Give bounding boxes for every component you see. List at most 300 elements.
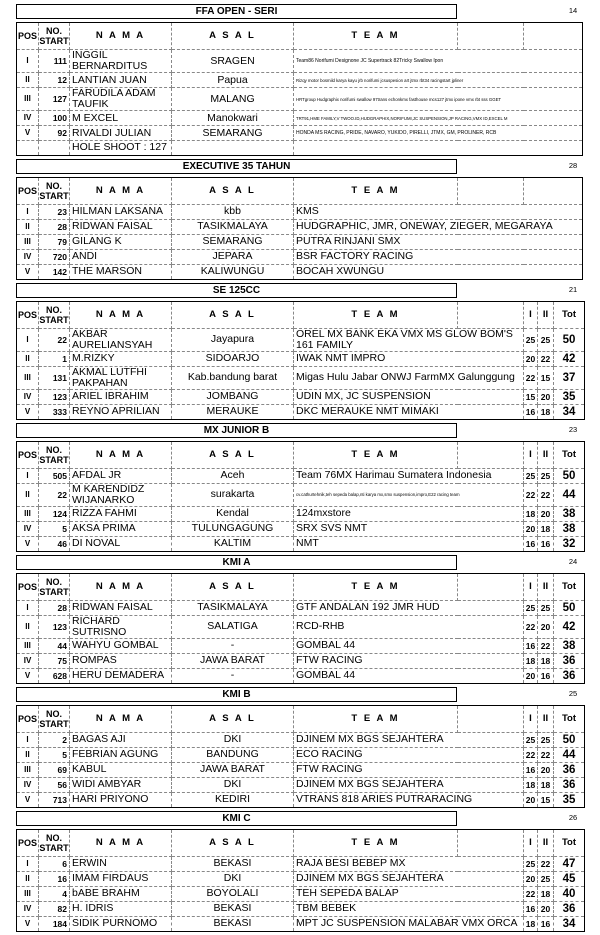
start-number: 628	[39, 668, 70, 683]
header-no-start: NO. START	[39, 301, 70, 328]
header-blank	[524, 177, 583, 204]
position: V	[17, 916, 39, 931]
rider-origin: SALATIGA	[172, 615, 294, 638]
position: V	[17, 536, 39, 551]
table-row	[17, 389, 585, 404]
start-number: 1	[39, 351, 70, 366]
rider-name: RICHARD SUTRISNO	[70, 615, 172, 638]
header-team: T E A M	[294, 177, 458, 204]
total-points: 38	[554, 521, 585, 536]
header-team: T E A M	[294, 23, 458, 50]
position: IV	[17, 901, 39, 916]
header-heat-1: I	[524, 705, 538, 732]
table-row	[17, 88, 583, 111]
entrant-count: 24	[568, 556, 578, 566]
header-asal: A S A L	[172, 829, 294, 856]
heat-2-points: 25	[538, 732, 554, 747]
rider-name: AKBAR AURELIANSYAH	[70, 328, 172, 351]
table-row	[17, 204, 583, 219]
start-number: 713	[39, 792, 70, 807]
rider-team: DJINEM MX BGS SEJAHTERA	[294, 871, 524, 886]
section-title: SE 125CC	[16, 283, 457, 298]
rider-name: REYNO APRILIAN	[70, 404, 172, 419]
header-heat-1: I	[524, 829, 538, 856]
table-row	[17, 792, 585, 807]
table-row	[17, 615, 585, 638]
rider-name: AKMAL LUTFHI PAKPAHAN	[70, 366, 172, 389]
header-nama: N A M A	[70, 573, 172, 600]
table-row	[17, 747, 585, 762]
heat-1-points: 20	[524, 792, 538, 807]
position: IV	[17, 521, 39, 536]
header-nama: N A M A	[70, 301, 172, 328]
total-points: 44	[554, 483, 585, 506]
heat-1-points: 18	[524, 916, 538, 931]
table-row	[17, 50, 583, 73]
heat-1-points: 25	[524, 600, 538, 615]
heat-1-points: 20	[524, 521, 538, 536]
total-points: 36	[554, 777, 585, 792]
rider-origin: Kab.bandung barat	[172, 366, 294, 389]
table-row	[17, 468, 585, 483]
rider-origin: Aceh	[172, 468, 294, 483]
results-table	[16, 22, 583, 156]
total-points: 47	[554, 856, 585, 871]
rider-name: AKSA PRIMA	[70, 521, 172, 536]
header-total: Tot	[554, 573, 585, 600]
table-row	[17, 856, 585, 871]
heat-1-points: 22	[524, 886, 538, 901]
start-number	[39, 141, 70, 156]
rider-origin: BEKASI	[172, 856, 294, 871]
total-points: 44	[554, 747, 585, 762]
heat-1-points: 22	[524, 747, 538, 762]
rider-origin: SRAGEN	[172, 50, 294, 73]
rider-origin: KALTIM	[172, 536, 294, 551]
section-title: FFA OPEN - SERI	[16, 4, 457, 19]
rider-team: ECO RACING	[294, 747, 524, 762]
rider-team: TBM BEBEK	[294, 901, 524, 916]
header-asal: A S A L	[172, 441, 294, 468]
rider-team: RAJA BESI BEBEP MX	[294, 856, 524, 871]
start-number: 92	[39, 126, 70, 141]
start-number: 100	[39, 111, 70, 126]
entrant-count: 23	[568, 424, 578, 434]
position: II	[17, 351, 39, 366]
start-number: 6	[39, 856, 70, 871]
table-row	[17, 111, 583, 126]
results-table	[16, 177, 583, 280]
rider-team: FTW RACING	[294, 653, 524, 668]
rider-origin: MALANG	[172, 88, 294, 111]
total-points: 42	[554, 615, 585, 638]
rider-name: H. IDRIS	[70, 901, 172, 916]
total-points: 50	[554, 600, 585, 615]
rider-origin: DKI	[172, 871, 294, 886]
rider-name: ROMPAS	[70, 653, 172, 668]
rider-name: RIZZA FAHMI	[70, 506, 172, 521]
rider-team: HRTgroup Hudgraphix norifumi swallow 97trans echonkmx fasthouse mcs127 jtmx ipone vmx rbt sss GGET	[294, 88, 583, 111]
heat-2-points: 18	[538, 653, 554, 668]
class-section	[16, 4, 600, 156]
entrant-count: 25	[568, 688, 578, 698]
table-row	[17, 638, 585, 653]
table-row	[17, 126, 583, 141]
entrant-count: 26	[568, 812, 578, 822]
header-blank	[524, 23, 583, 50]
rider-name: M.RIZKY	[70, 351, 172, 366]
rider-origin: kbb	[172, 204, 294, 219]
total-points: 36	[554, 668, 585, 683]
heat-2-points: 16	[538, 668, 554, 683]
position: IV	[17, 249, 39, 264]
rider-origin: JOMBANG	[172, 389, 294, 404]
header-team: T E A M	[294, 829, 458, 856]
position: II	[17, 871, 39, 886]
start-number: 124	[39, 506, 70, 521]
start-number: 111	[39, 50, 70, 73]
header-nama: N A M A	[70, 177, 172, 204]
rider-name: AFDAL JR	[70, 468, 172, 483]
rider-name: HOLE SHOOT : 127	[70, 141, 172, 156]
section-title-row	[16, 687, 600, 702]
header-row	[17, 705, 585, 732]
position: II	[17, 483, 39, 506]
rider-name: RIDWAN FAISAL	[70, 219, 172, 234]
rider-name: GILANG K	[70, 234, 172, 249]
rider-team	[294, 141, 583, 156]
heat-1-points: 25	[524, 732, 538, 747]
rider-origin: JEPARA	[172, 249, 294, 264]
total-points: 36	[554, 762, 585, 777]
rider-name: HARI PRIYONO	[70, 792, 172, 807]
rider-name: DI NOVAL	[70, 536, 172, 551]
start-number: 505	[39, 468, 70, 483]
section-title: EXECUTIVE 35 TAHUN	[16, 159, 457, 174]
header-heat-1: I	[524, 441, 538, 468]
rider-origin: SEMARANG	[172, 126, 294, 141]
heat-2-points: 22	[538, 747, 554, 762]
heat-1-points: 20	[524, 351, 538, 366]
table-row	[17, 668, 585, 683]
section-title: KMI B	[16, 687, 457, 702]
header-team: T E A M	[294, 705, 458, 732]
header-heat-1: I	[524, 301, 538, 328]
rider-origin: -	[172, 668, 294, 683]
table-row	[17, 366, 585, 389]
heat-1-points: 22	[524, 615, 538, 638]
table-row	[17, 506, 585, 521]
rider-origin: DKI	[172, 777, 294, 792]
class-section	[16, 423, 600, 552]
position: I	[17, 328, 39, 351]
rider-origin: DKI	[172, 732, 294, 747]
rider-name: M EXCEL	[70, 111, 172, 126]
total-points: 38	[554, 506, 585, 521]
section-title: MX JUNIOR B	[16, 423, 457, 438]
section-title-row	[16, 4, 600, 19]
header-pos: POS	[17, 573, 39, 600]
rider-origin: -	[172, 638, 294, 653]
rider-name: BAGAS AJI	[70, 732, 172, 747]
rider-team: UDIN MX, JC SUSPENSION	[294, 389, 524, 404]
heat-2-points: 22	[538, 351, 554, 366]
header-heat-2: II	[538, 441, 554, 468]
total-points: 50	[554, 468, 585, 483]
start-number: 127	[39, 88, 70, 111]
start-number: 16	[39, 871, 70, 886]
position: I	[17, 50, 39, 73]
rider-team: GTF ANDALAN 192 JMR HUD	[294, 600, 524, 615]
total-points: 37	[554, 366, 585, 389]
position: I	[17, 600, 39, 615]
rider-name: KABUL	[70, 762, 172, 777]
heat-2-points: 25	[538, 328, 554, 351]
rider-team: DJINEM MX BGS SEJAHTERA	[294, 777, 524, 792]
position: V	[17, 792, 39, 807]
header-no-start: NO. START	[39, 573, 70, 600]
header-no-start: NO. START	[39, 23, 70, 50]
rider-name: THE MARSON	[70, 264, 172, 279]
start-number: 69	[39, 762, 70, 777]
heat-2-points: 25	[538, 468, 554, 483]
entrant-count: 21	[568, 284, 578, 294]
rider-origin: JAWA BARAT	[172, 653, 294, 668]
position: I	[17, 732, 39, 747]
start-number: 4	[39, 886, 70, 901]
rider-name: RIVALDI JULIAN	[70, 126, 172, 141]
rider-team: Rizqy motor bosmild karya kayu jrb norifumi jcsuspesion art jtmx rbt34 racingstart jpliner	[294, 73, 583, 88]
results-table	[16, 441, 585, 552]
table-row	[17, 73, 583, 88]
start-number: 28	[39, 219, 70, 234]
table-row	[17, 653, 585, 668]
start-number: 23	[39, 204, 70, 219]
heat-1-points: 20	[524, 668, 538, 683]
rider-team: KMS	[294, 204, 583, 219]
rider-team: DJINEM MX BGS SEJAHTERA	[294, 732, 524, 747]
total-points: 50	[554, 732, 585, 747]
heat-2-points: 20	[538, 901, 554, 916]
heat-2-points: 22	[538, 856, 554, 871]
position: III	[17, 234, 39, 249]
heat-2-points: 20	[538, 762, 554, 777]
header-blank	[458, 177, 524, 204]
header-row	[17, 573, 585, 600]
position: III	[17, 886, 39, 901]
table-row	[17, 732, 585, 747]
rider-team: TRT91,HME FAMILY,V TWOO.ID,HUDGRAPHIX,NORIFUMI,JC SUSPENSION,JP RACING,VMX ID,EXCEL M	[294, 111, 583, 126]
rider-team: Migas Hulu Jabar ONWJ FarmMX Galunggung	[294, 366, 524, 389]
section-title-row	[16, 555, 600, 570]
header-blank	[458, 441, 524, 468]
header-no-start: NO. START	[39, 441, 70, 468]
rider-team: Team86 Norifumi Designone JC Supertrack 82Tricky Swallow Ipon	[294, 50, 583, 73]
start-number: 5	[39, 521, 70, 536]
rider-team: BOCAH XWUNGU	[294, 264, 583, 279]
class-section	[16, 687, 600, 808]
position: III	[17, 506, 39, 521]
header-heat-2: II	[538, 573, 554, 600]
header-pos: POS	[17, 441, 39, 468]
heat-2-points: 22	[538, 638, 554, 653]
header-team: T E A M	[294, 441, 458, 468]
header-asal: A S A L	[172, 23, 294, 50]
section-title-row	[16, 283, 600, 298]
rider-origin: TASIKMALAYA	[172, 219, 294, 234]
start-number: 44	[39, 638, 70, 653]
heat-2-points: 20	[538, 506, 554, 521]
header-row	[17, 177, 583, 204]
table-row	[17, 886, 585, 901]
rider-name: INGGIL BERNARDITUS	[70, 50, 172, 73]
heat-2-points: 22	[538, 483, 554, 506]
heat-1-points: 22	[524, 366, 538, 389]
class-section	[16, 811, 600, 932]
header-nama: N A M A	[70, 441, 172, 468]
rider-origin: BEKASI	[172, 916, 294, 931]
start-number: 22	[39, 328, 70, 351]
heat-1-points: 16	[524, 404, 538, 419]
heat-2-points: 16	[538, 536, 554, 551]
rider-name: WAHYU GOMBAL	[70, 638, 172, 653]
header-nama: N A M A	[70, 23, 172, 50]
rider-team: FTW RACING	[294, 762, 524, 777]
header-pos: POS	[17, 177, 39, 204]
table-row	[17, 328, 585, 351]
start-number: 123	[39, 615, 70, 638]
rider-name: M KARENDIDZ WIJANARKO	[70, 483, 172, 506]
rider-team: MPT JC SUSPENSION MALABAR VMX ORCA	[294, 916, 524, 931]
rider-origin: Papua	[172, 73, 294, 88]
rider-origin: KEDIRI	[172, 792, 294, 807]
rider-team: Team 76MX Harimau Sumatera Indonesia	[294, 468, 524, 483]
rider-name: bABE BRAHM	[70, 886, 172, 901]
position: V	[17, 404, 39, 419]
total-points: 35	[554, 792, 585, 807]
rider-name: ANDI	[70, 249, 172, 264]
heat-1-points: 16	[524, 901, 538, 916]
start-number: 333	[39, 404, 70, 419]
header-total: Tot	[554, 441, 585, 468]
header-row	[17, 23, 583, 50]
header-nama: N A M A	[70, 705, 172, 732]
rider-team: 124mxstore	[294, 506, 524, 521]
table-row	[17, 234, 583, 249]
rider-name: LANTIAN JUAN	[70, 73, 172, 88]
position: I	[17, 204, 39, 219]
position: II	[17, 747, 39, 762]
header-asal: A S A L	[172, 573, 294, 600]
total-points: 40	[554, 886, 585, 901]
rider-team: HONDA MS RACING, PRIDE, NAVARO, YUKIDO, PIRELLI, JTMX, GM, PROLINER, RCB	[294, 126, 583, 141]
heat-1-points: 16	[524, 536, 538, 551]
class-section	[16, 159, 600, 280]
header-row	[17, 301, 585, 328]
table-row	[17, 600, 585, 615]
section-title-row	[16, 159, 600, 174]
table-row	[17, 762, 585, 777]
rider-name: ERWIN	[70, 856, 172, 871]
section-title-row	[16, 811, 600, 826]
heat-1-points: 16	[524, 762, 538, 777]
header-asal: A S A L	[172, 177, 294, 204]
heat-2-points: 25	[538, 871, 554, 886]
header-total: Tot	[554, 829, 585, 856]
table-row	[17, 141, 583, 156]
heat-1-points: 25	[524, 468, 538, 483]
rider-origin: TASIKMALAYA	[172, 600, 294, 615]
table-row	[17, 249, 583, 264]
rider-team: BSR FACTORY RACING	[294, 249, 583, 264]
header-blank	[458, 23, 524, 50]
heat-2-points: 18	[538, 521, 554, 536]
heat-1-points: 18	[524, 653, 538, 668]
start-number: 75	[39, 653, 70, 668]
heat-2-points: 18	[538, 886, 554, 901]
start-number: 142	[39, 264, 70, 279]
position: IV	[17, 389, 39, 404]
start-number: 28	[39, 600, 70, 615]
start-number: 22	[39, 483, 70, 506]
header-pos: POS	[17, 23, 39, 50]
rider-team: DKC MERAUKE NMT MIMAKI	[294, 404, 524, 419]
rider-name: RIDWAN FAISAL	[70, 600, 172, 615]
position: III	[17, 366, 39, 389]
table-row	[17, 777, 585, 792]
table-row	[17, 871, 585, 886]
results-table	[16, 301, 585, 420]
rider-origin: surakarta	[172, 483, 294, 506]
heat-2-points: 18	[538, 777, 554, 792]
header-pos: POS	[17, 705, 39, 732]
position: IV	[17, 111, 39, 126]
header-heat-2: II	[538, 705, 554, 732]
start-number: 720	[39, 249, 70, 264]
start-number: 12	[39, 73, 70, 88]
rider-team: GOMBAL 44	[294, 638, 524, 653]
start-number: 82	[39, 901, 70, 916]
total-points: 35	[554, 389, 585, 404]
header-total: Tot	[554, 705, 585, 732]
section-title: KMI A	[16, 555, 457, 570]
rider-name: HILMAN LAKSANA	[70, 204, 172, 219]
table-row	[17, 901, 585, 916]
rider-origin: MERAUKE	[172, 404, 294, 419]
heat-1-points: 18	[524, 777, 538, 792]
rider-origin: TULUNGAGUNG	[172, 521, 294, 536]
heat-2-points: 20	[538, 615, 554, 638]
position: III	[17, 638, 39, 653]
position: IV	[17, 777, 39, 792]
header-asal: A S A L	[172, 301, 294, 328]
header-total: Tot	[554, 301, 585, 328]
rider-origin: JAWA BARAT	[172, 762, 294, 777]
position: III	[17, 762, 39, 777]
total-points: 42	[554, 351, 585, 366]
rider-origin: Kendal	[172, 506, 294, 521]
total-points: 32	[554, 536, 585, 551]
heat-2-points: 15	[538, 792, 554, 807]
start-number: 131	[39, 366, 70, 389]
header-asal: A S A L	[172, 705, 294, 732]
total-points: 38	[554, 638, 585, 653]
rider-origin	[172, 141, 294, 156]
header-blank	[458, 829, 524, 856]
class-section	[16, 283, 600, 420]
rider-team: IWAK NMT IMPRO	[294, 351, 524, 366]
header-team: T E A M	[294, 301, 458, 328]
